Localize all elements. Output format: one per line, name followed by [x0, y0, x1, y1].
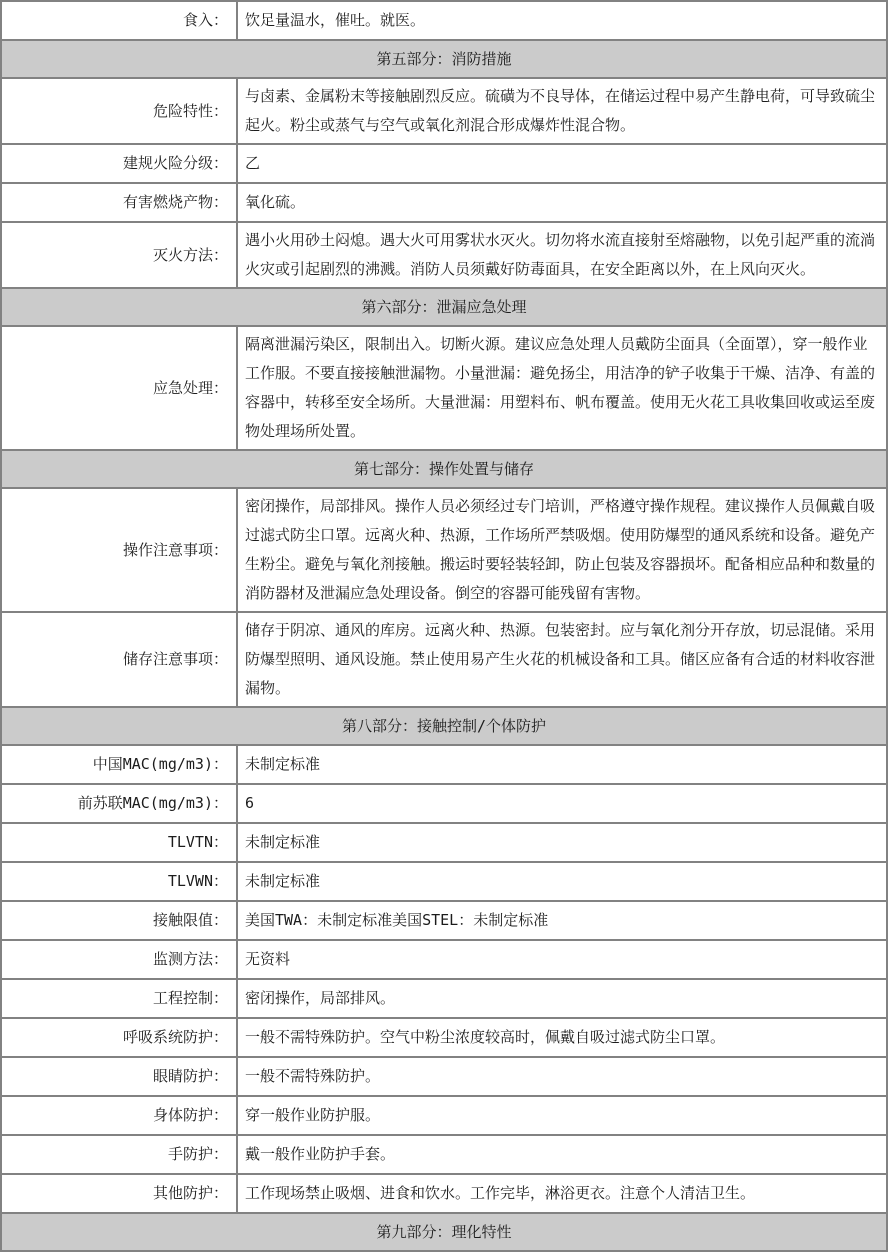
table-row-body-protection	[1, 1096, 887, 1135]
row-label: 工程控制：	[1, 979, 237, 1018]
row-label: 眼睛防护：	[1, 1057, 237, 1096]
section-header-row-part8	[1, 707, 887, 745]
table-row-soviet-mac	[1, 784, 887, 823]
table-row-exposure-limits	[1, 901, 887, 940]
section-header-row-part7	[1, 450, 887, 488]
row-content: 一般不需特殊防护。空气中粉尘浓度较高时，佩戴自吸过滤式防尘口罩。	[237, 1018, 887, 1057]
table-row-eye-protection	[1, 1057, 887, 1096]
table-row-hazard-characteristics	[1, 78, 887, 144]
row-label: TLVTN：	[1, 823, 237, 862]
table-row-handling-precautions	[1, 488, 887, 612]
row-label: TLVWN：	[1, 862, 237, 901]
row-content: 饮足量温水，催吐。就医。	[237, 1, 887, 40]
row-label: 手防护：	[1, 1135, 237, 1174]
row-label: 其他防护：	[1, 1174, 237, 1213]
row-content: 美国TWA：未制定标准美国STEL：未制定标准	[237, 901, 887, 940]
row-label: 身体防护：	[1, 1096, 237, 1135]
msds-table-body	[1, 1, 887, 1251]
table-row-emergency-handling	[1, 326, 887, 450]
table-row-tlvwn	[1, 862, 887, 901]
row-label: 操作注意事项：	[1, 488, 237, 612]
table-row-china-mac	[1, 745, 887, 784]
table-row-fire-classification	[1, 144, 887, 183]
row-content: 储存于阴凉、通风的库房。远离火种、热源。包装密封。应与氧化剂分开存放，切忌混储。采用防爆型照明、通风设施。禁止使用易产生火花的机械设备和工具。储区应备有合适的材料收容泄漏物。	[237, 612, 887, 707]
section-title: 第九部分：理化特性	[1, 1213, 887, 1251]
row-content: 未制定标准	[237, 862, 887, 901]
row-label: 呼吸系统防护：	[1, 1018, 237, 1057]
row-content: 隔离泄漏污染区，限制出入。切断火源。建议应急处理人员戴防尘面具（全面罩），穿一般作业工作服。不要直接接触泄漏物。小量泄漏：避免扬尘，用洁净的铲子收集于干燥、洁净、有盖的容器中，转移至安全场所。大量泄漏：用塑料布、帆布覆盖。使用无火花工具收集回收或运至废物处理场所处置。	[237, 326, 887, 450]
row-label: 建规火险分级：	[1, 144, 237, 183]
section-title: 第七部分：操作处置与储存	[1, 450, 887, 488]
row-label: 应急处理：	[1, 326, 237, 450]
row-label: 接触限值：	[1, 901, 237, 940]
row-label: 储存注意事项：	[1, 612, 237, 707]
row-label: 监测方法：	[1, 940, 237, 979]
section-title: 第八部分：接触控制/个体防护	[1, 707, 887, 745]
section-title: 第六部分：泄漏应急处理	[1, 288, 887, 326]
row-content: 未制定标准	[237, 823, 887, 862]
table-row-monitoring-methods	[1, 940, 887, 979]
table-row-engineering-controls	[1, 979, 887, 1018]
row-label: 灭火方法：	[1, 222, 237, 288]
table-row-ingestion	[1, 1, 887, 40]
row-content: 6	[237, 784, 887, 823]
row-label: 食入：	[1, 1, 237, 40]
row-content: 穿一般作业防护服。	[237, 1096, 887, 1135]
table-row-storage-precautions	[1, 612, 887, 707]
row-content: 未制定标准	[237, 745, 887, 784]
row-content: 密闭操作，局部排风。操作人员必须经过专门培训，严格遵守操作规程。建议操作人员佩戴自吸过滤式防尘口罩。远离火种、热源，工作场所严禁吸烟。使用防爆型的通风系统和设备。避免产生粉尘。避免与氧化剂接触。搬运时要轻装轻卸，防止包装及容器损坏。配备相应品种和数量的消防器材及泄漏应急处理设备。倒空的容器可能残留有害物。	[237, 488, 887, 612]
row-content: 遇小火用砂土闷熄。遇大火可用雾状水灭火。切勿将水流直接射至熔融物，以免引起严重的流淌火灾或引起剧烈的沸溅。消防人员须戴好防毒面具，在安全距离以外，在上风向灭火。	[237, 222, 887, 288]
section-header-row-part9	[1, 1213, 887, 1251]
table-row-hand-protection	[1, 1135, 887, 1174]
table-row-respiratory-protection	[1, 1018, 887, 1057]
section-header-row-part6	[1, 288, 887, 326]
row-content: 一般不需特殊防护。	[237, 1057, 887, 1096]
row-content: 氧化硫。	[237, 183, 887, 222]
table-row-harmful-combustion-products	[1, 183, 887, 222]
row-label: 有害燃烧产物：	[1, 183, 237, 222]
row-label: 前苏联MAC(mg/m3)：	[1, 784, 237, 823]
row-label: 中国MAC(mg/m3)：	[1, 745, 237, 784]
row-content: 乙	[237, 144, 887, 183]
row-content: 密闭操作，局部排风。	[237, 979, 887, 1018]
row-content: 与卤素、金属粉末等接触剧烈反应。硫磺为不良导体，在储运过程中易产生静电荷，可导致硫尘起火。粉尘或蒸气与空气或氧化剂混合形成爆炸性混合物。	[237, 78, 887, 144]
row-label: 危险特性：	[1, 78, 237, 144]
row-content: 工作现场禁止吸烟、进食和饮水。工作完毕，淋浴更衣。注意个人清洁卫生。	[237, 1174, 887, 1213]
table-row-other-protection	[1, 1174, 887, 1213]
table-row-tlvtn	[1, 823, 887, 862]
row-content: 无资料	[237, 940, 887, 979]
table-row-fire-fighting-methods	[1, 222, 887, 288]
section-header-row-part5	[1, 40, 887, 78]
row-content: 戴一般作业防护手套。	[237, 1135, 887, 1174]
section-title: 第五部分：消防措施	[1, 40, 887, 78]
